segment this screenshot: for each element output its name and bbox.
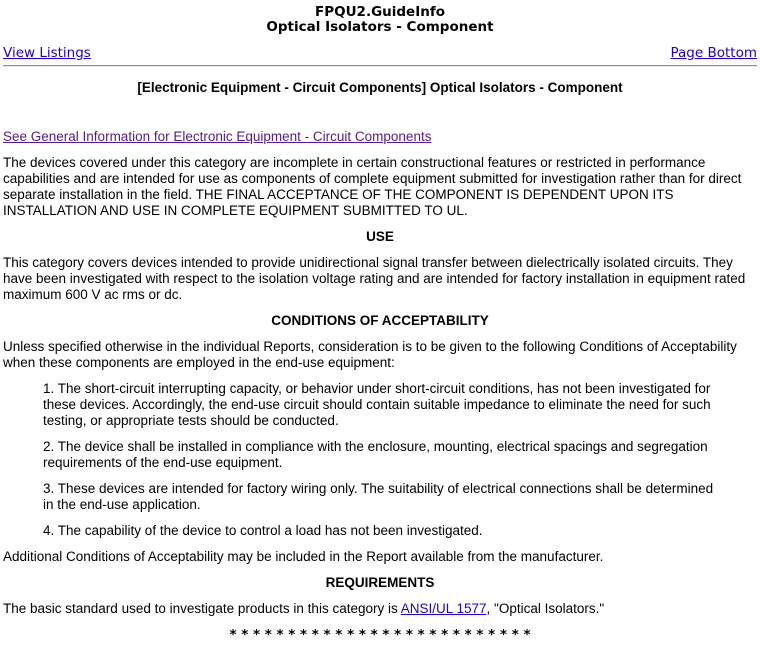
page-title-code: FPQU2.GuideInfo [315, 4, 445, 20]
additional-conditions-paragraph: Additional Conditions of Acceptability may be included in the Report available from the manufacturer. [3, 549, 604, 564]
use-heading: USE [366, 229, 394, 244]
general-info-row [3, 129, 757, 145]
page-title [3, 5, 757, 34]
category-heading: [Electronic Equipment - Circuit Components] Optical Isolators - Component [137, 80, 623, 95]
condition-item-3: 3. These devices are intended for factory wiring only. The suitability of electrical connections shall be determined in the end-use application. [43, 481, 714, 512]
view-listings-link[interactable]: View Listings [3, 45, 91, 61]
header-divider [3, 65, 757, 67]
condition-item-2: 2. The device shall be installed in compliance with the enclosure, mounting, electrical spacings and segregation requirements of the end-use equipment. [43, 439, 708, 470]
page-title-category: Optical Isolators - Component [266, 18, 494, 35]
intro-paragraph: The devices covered under this category are incomplete in certain constructional features or restricted in performance capabilities and are intended for use as components of complete equipment submitted for investigation rather than for direct separate installation in the field. THE FINAL ACCEPTANCE OF THE COMPONENT IS DEPENDENT UPON ITS INSTALLATION AND USE IN COMPLETE EQUIPMENT SUBMITTED TO UL. [3, 155, 742, 218]
general-info-link[interactable]: See General Information for Electronic Equipment - Circuit Components [3, 129, 432, 144]
requirements-text-prefix: The basic standard used to investigate products in this category is [3, 601, 401, 616]
condition-item-1: 1. The short-circuit interrupting capacity, or behavior under short-circuit conditions, has not been investigated for these devices. Accordingly, the end-use circuit should contain suitable impedance to eliminate the need for such testing, or appropriate tests should be conducted. [43, 381, 711, 428]
conditions-heading: CONDITIONS OF ACCEPTABILITY [271, 313, 489, 328]
condition-item-4: 4. The capability of the device to control a load has not been investigated. [43, 523, 483, 538]
section-separator-asterisks: * * * * * * * * * * * * * * * * * * * * * * * * * * [229, 627, 531, 643]
conditions-intro-paragraph: Unless specified otherwise in the individual Reports, consideration is to be given to the following Conditions of Acceptability when these components are employed in the end-use equipment: [3, 339, 737, 370]
requirements-heading: REQUIREMENTS [325, 575, 435, 590]
standard-link[interactable]: ANSI/UL 1577 [400, 601, 487, 616]
requirements-text-suffix: , "Optical Isolators." [486, 601, 605, 616]
requirements-paragraph [3, 601, 757, 617]
page-nav [3, 45, 757, 61]
page-bottom-link[interactable]: Page Bottom [670, 45, 757, 61]
use-paragraph: This category covers devices intended to provide unidirectional signal transfer between dielectrically isolated circuits. They have been investigated with respect to the isolation voltage rating and are intended for factory installation in equipment rated maximum 600 V ac rms or dc. [3, 255, 746, 302]
